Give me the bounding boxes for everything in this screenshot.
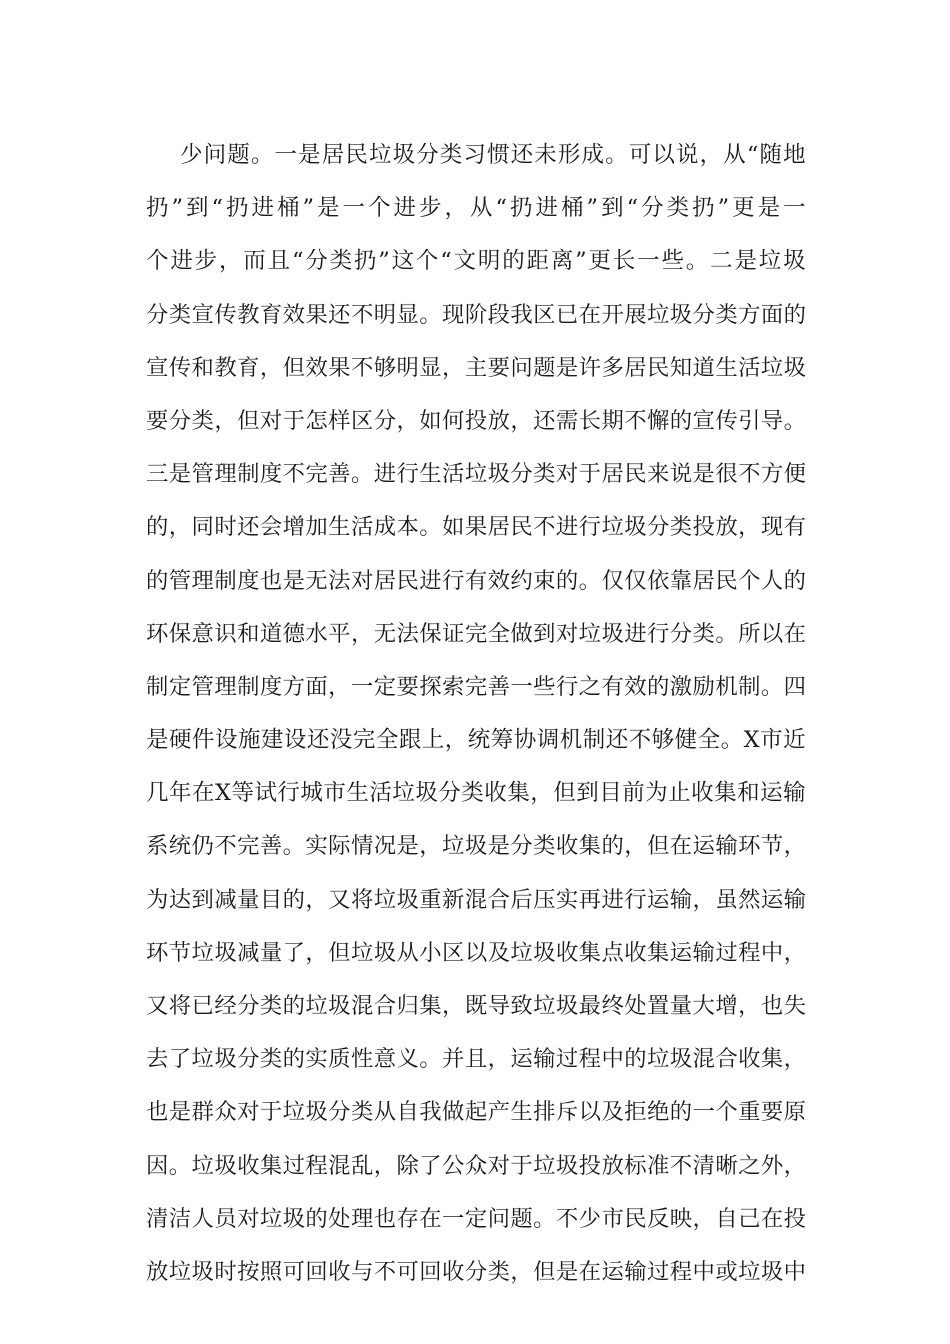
text-line: 的管理制度也是无法对居民进行有效约束的。仅仅依靠居民个人的 bbox=[146, 567, 806, 594]
text-line: 扔”到“扔进桶”是一个进步，从“扔进桶”到“分类扔”更是一 bbox=[146, 195, 806, 222]
text-line: 个进步，而且“分类扔”这个“文明的距离”更长一些。二是垃圾 bbox=[146, 248, 806, 275]
text-line: 三是管理制度不完善。进行生活垃圾分类对于居民来说是很不方便 bbox=[146, 461, 806, 488]
text-line: 几年在X等试行城市生活垃圾分类收集，但到目前为止收集和运输 bbox=[146, 780, 806, 807]
text-line: 环节垃圾减量了，但垃圾从小区以及垃圾收集点收集运输过程中， bbox=[146, 939, 806, 966]
text-line: 的，同时还会增加生活成本。如果居民不进行垃圾分类投放，现有 bbox=[146, 514, 806, 541]
text-line: 为达到减量目的，又将垃圾重新混合后压实再进行运输，虽然运输 bbox=[146, 886, 806, 913]
text-line: 分类宣传教育效果还不明显。现阶段我区已在开展垃圾分类方面的 bbox=[146, 301, 806, 328]
text-line: 放垃圾时按照可回收与不可回收分类，但是在运输过程中或垃圾中 bbox=[146, 1258, 806, 1285]
text-line: 要分类，但对于怎样区分，如何投放，还需长期不懈的宣传引导。 bbox=[146, 407, 806, 434]
text-line: 是硬件设施建设还没完全跟上，统筹协调机制还不够健全。X市近 bbox=[146, 727, 806, 754]
text-line: 制定管理制度方面，一定要探索完善一些行之有效的激励机制。四 bbox=[146, 673, 806, 700]
text-line: 少问题。一是居民垃圾分类习惯还未形成。可以说，从“随地 bbox=[180, 142, 806, 168]
text-line: 又将已经分类的垃圾混合归集，既导致垃圾最终处置量大增，也失 bbox=[146, 993, 806, 1019]
text-line: 去了垃圾分类的实质性意义。并且，运输过程中的垃圾混合收集， bbox=[146, 1046, 806, 1073]
text-line: 清洁人员对垃圾的处理也存在一定问题。不少市民反映，自己在投 bbox=[146, 1205, 806, 1232]
text-line: 环保意识和道德水平，无法保证完全做到对垃圾进行分类。所以在 bbox=[146, 620, 806, 647]
body-paragraph bbox=[146, 129, 806, 1299]
text-line: 也是群众对于垃圾分类从自我做起产生排斥以及拒绝的一个重要原 bbox=[146, 1099, 806, 1126]
text-line: 系统仍不完善。实际情况是，垃圾是分类收集的，但在运输环节， bbox=[146, 833, 806, 860]
text-line: 因。垃圾收集过程混乱，除了公众对于垃圾投放标准不清晰之外， bbox=[146, 1152, 806, 1179]
text-line: 宣传和教育，但效果不够明显，主要问题是许多居民知道生活垃圾 bbox=[146, 354, 806, 381]
